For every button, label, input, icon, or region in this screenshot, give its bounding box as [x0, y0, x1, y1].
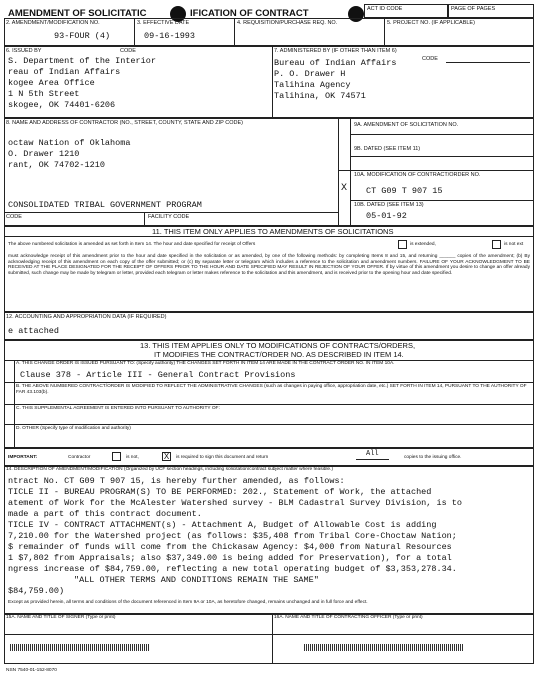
- modification-checkmark: X: [341, 183, 348, 194]
- amend-solicitation-no-label: 9A. AMENDMENT OF SOLICITATION NO.: [354, 122, 459, 128]
- form-title-right: IFICATION OF CONTRACT: [190, 8, 309, 19]
- item-13a-value: Clause 378 - Article III - General Contract Provisions: [20, 370, 296, 380]
- modification-dated-value: 05-01-92: [366, 211, 407, 221]
- is-required-checkbox[interactable]: [162, 452, 171, 461]
- contractor-program: CONSOLIDATED TRIBAL GOVERNMENT PROGRAM: [8, 200, 202, 210]
- is-required-checkmark: X: [163, 452, 170, 461]
- modification-no-label: 10A. MODIFICATION OF CONTRACT/ORDER NO.: [354, 172, 481, 178]
- extended-label: is extended,: [410, 242, 436, 247]
- form-number: NSN 7540-01-152-8070: [6, 668, 57, 673]
- extended-checkbox[interactable]: [398, 240, 407, 249]
- page-box: [448, 4, 534, 18]
- requisition-label: 4. REQUISITION/PURCHASE REQ. NO.: [237, 20, 338, 26]
- is-not-checkbox[interactable]: [112, 452, 121, 461]
- item-11-line1: The above numbered solicitation is amended as set forth in Item 14. The hour and date specified for receipt of Offers: [8, 242, 256, 247]
- facility-code-label: FACILITY CODE: [148, 214, 190, 220]
- amendment-no-value: 93-FOUR (4): [54, 31, 111, 41]
- issued-by-code-label: CODE: [120, 48, 136, 54]
- item-13c-label: C. THIS SUPPLEMENTAL AGREEMENT IS ENTERED INTO PURSUANT TO AUTHORITY OF:: [16, 406, 220, 411]
- modification-no-value: CT G09 T 907 15: [366, 186, 443, 196]
- accounting-data-value: e attached: [8, 326, 60, 336]
- item-13d-label: D. OTHER (Specify type of modification and authority): [16, 426, 131, 431]
- is-required-label: is required to sign this document and return: [176, 455, 269, 460]
- administered-by-code-label: CODE: [422, 56, 438, 62]
- modification-dated-label: 10B. DATED (SEE ITEM 13): [354, 202, 424, 208]
- not-extended-label: is not ext: [504, 242, 524, 247]
- accounting-data-label: 12. ACCOUNTING AND APPROPRIATION DATA (IF REQUIRED): [6, 314, 167, 320]
- item-13-header-1: 13. THIS ITEM APPLIES ONLY TO MODIFICATIONS OF CONTRACTS/ORDERS,: [140, 341, 416, 350]
- amendment-no-label: 2. AMENDMENT/MODIFICATION NO.: [6, 20, 100, 26]
- signature-section: [4, 614, 534, 664]
- officer-name-label: 16A. NAME AND TITLE OF CONTRACTING OFFICER (Type or print): [274, 615, 423, 620]
- important-contractor: Contractor: [68, 455, 91, 460]
- not-extended-checkbox[interactable]: [492, 240, 501, 249]
- project-no-label: 5. PROJECT NO. (IF APPLICABLE): [387, 20, 475, 26]
- contract-id-code-box: [364, 4, 448, 18]
- except-statement: Except as provided herein, all terms and conditions of the document referenced in Item 9A or 10A, as heretofore changed, remains unchanged and in full force and effect.: [8, 600, 368, 605]
- administered-by-label: 7. ADMINISTERED BY (IF OTHER THAN ITEM 6): [274, 48, 397, 54]
- copies-count: All: [356, 449, 389, 460]
- item-13b-label: B. THE ABOVE NUMBERED CONTRACT/ORDER IS MODIFIED TO REFLECT THE ADMINISTRATIVE CHANGES (such as changes in paying office, appropriation date, etc.) SET FORTH IN ITEM 14, PURSUANT TO THE AUTHORITY OF FAR 43.103(b).: [16, 384, 527, 395]
- item-14-label: 14. DESCRIPTION OF AMENDMENT/MODIFICATION (Organized by UCF section headings, including solicitation/contract subject matter where feasible.): [6, 467, 334, 472]
- redacted-signature: [304, 644, 464, 651]
- item-13-header-2: IT MODIFIES THE CONTRACT/ORDER NO. AS DESCRIBED IN ITEM 14.: [154, 350, 404, 359]
- redacted-signature: [10, 644, 150, 651]
- issued-by-label: 6. ISSUED BY: [6, 48, 42, 54]
- contractor-label: 8. NAME AND ADDRESS OF CONTRACTOR (NO., STREET, COUNTY, STATE AND ZIP CODE): [6, 120, 243, 126]
- amend-solicitation-dated-label: 9B. DATED (SEE ITEM 11): [354, 146, 421, 152]
- page-label: PAGE OF PAGES: [451, 6, 496, 12]
- item-13a-label: A. THIS CHANGE ORDER IS ISSUED PURSUANT TO: (Specify authority) THE CHANGES SET FORTH IN ITEM 14 ARE MADE IN THE CONTRACT ORDER NO. IN ITEM 10A.: [16, 361, 395, 366]
- important-label: IMPORTANT:: [8, 455, 38, 460]
- contract-id-code-label: ACT ID CODE: [367, 6, 403, 12]
- signer-name-label: 15A. NAME AND TITLE OF SIGNER (Type or print): [6, 615, 116, 620]
- is-not-label: is not,: [126, 455, 139, 460]
- effective-date-value: 09-16-1993: [144, 31, 196, 41]
- sf30-form: AMENDMENT OF SOLICITATIC IFICATION OF CONTRACT ACT ID CODE PAGE OF PAGES 2. AMENDMENT/MODIFICATION NO. 93-FOUR (4) 3. EFFECTIVE DATE 09-16-1993 4. REQUISITION/PURCHASE REQ. NO. 5. PROJECT NO. (IF APPLICABLE) 6. ISSUED BY CODE S. Department of the Interior reau of Indian Affairs kogee Area Office 1 N 5th Street skogee, OK 74401-6206 7. ADMINISTERED BY (IF OTHER THAN ITEM 6) CODE Bureau of Indian Affairs P. O. Drawer H Talihina Agency Talihina, OK 74571 8. NAME AND ADDRESS OF CONTRACTOR (NO., STREET, COUNTY, STATE AND ZIP CODE) octaw Nation of Oklahoma O. Drawer 1210 rant, OK 74702-1210 CONSOLIDATED TRIBAL GOVERNMENT PROGRAM CODE FACILITY CODE 9A. AMENDMENT OF SOLICITATION NO. 9B. DATED (SEE ITEM 11) X 10A. MODIFICATION OF CONTRACT/ORDER NO. CT G09 T 907 15 10B. DATED (SEE ITEM 13) 05-01-92 11. THIS ITEM ONLY APPLIES TO AMENDMENTS OF SOLICITATIONS The above numbered solicitation is amended as set forth in Item 14. The hour and date specified for receipt of Offers is extended, is not ext must acknowledge receipt of this amendment prior to the hour and date specified in the solicitation or as amended, by one of the following methods: by completing Items 8 and 15, and returning ______ copies of the amendment; (b) By acknowledging receipt of this amendment on each copy of the offer submitted; or (c) By separate letter or telegram which includes a reference to the solicitation and amendment numbers. FAILURE OF YOUR ACKNOWLEDGMENT TO BE RECEIVED AT THE PLACE DESIGNATED FOR THE RECEIPT OF OFFERS PRIOR TO THE HOUR AND DATE SPECIFIED MAY RESULT IN REJECTION OF YOUR OFFER. If by virtue of this amendment you desire to change an offer already submitted, such change may be made by telegram or letter, provided each telegram or letter makes reference to the solicitation and this amendment, and is received prior to the opening hour and date specified. 12. ACCOUNTING AND APPROPRIATION DATA (IF REQUIRED) e attached 13. THIS ITEM APPLIES ONLY TO MODIFICATIONS OF CONTRACTS/ORDERS, IT MODIFIES THE CONTRACT/ORDER NO. AS DESCRIBED IN ITEM 14. A. THIS CHANGE ORDER IS ISSUED PURSUANT TO: (Specify authority) THE CHANGES SET FORTH IN ITEM 14 ARE MADE IN THE CONTRACT ORDER NO. IN ITEM 10A. Clause 378 - Article III - General Contract Provisions B. THE ABOVE NUMBERED CONTRACT/ORDER IS MODIFIED TO REFLECT THE ADMINISTRATIVE CHANGES (such as changes in paying office, appropriation date, etc.) SET FORTH IN ITEM 14, PURSUANT TO THE AUTHORITY OF FAR 43.103(b). C. THIS SUPPLEMENTAL AGREEMENT IS ENTERED INTO PURSUANT TO AUTHORITY OF: D. OTHER (Specify type of modification and authority) IMPORTANT: Contractor is not, X is required to sign this document and return All copies to the issuing office. 14. DESCRIPTION OF AMENDMENT/MODIFICATION (Organized by UCF section headings, including solicitation/contract subject matter where feasible.) ntract No. CT G09 T 907 15, is hereby further amended, as follows: TICLE II - BUREAU PROGRAM(S) TO BE PERFORMED: 202., Statement of Work, the attached atement of Work for the McAlester Watershed survey - BLM Cadastral Survey Division, is to made a part of this contract document. TICLE IV - CONTRACT ATTACHMENT(s) - Attachment A, Budget of Allowable Cost is adding 7,210.00 for the Watershed project (as follows: $35,408 from Tribal Core-Choctaw Nation; $ remainder of funds will come from the Chickasaw Agency: $4,000 from Natural Resources 1 $7,802 from Appraisals; also $37,349.00 is being added for Preservation), for a total ngress increase of $84,759.00, reflecting a new total operating budget of $3,353,278.34. $84,759.00) "ALL OTHER TERMS AND CONDITIONS REMAIN THE SAME" Except as provided herein, all terms and conditions of the document referenced in Item 9A or 10A, as heretofore changed, remains unchanged and in full force and effect. 15A. NAME AND TITLE OF SIGNER (Type or print) 16A. NAME AND TITLE OF CONTRACTING OFFICER (Type or print) NSN 7540-01-152-8070: [4, 4, 534, 678]
- copies-suffix: copies to the issuing office.: [404, 455, 462, 460]
- item-11-header: 11. THIS ITEM ONLY APPLIES TO AMENDMENTS OF SOLICITATIONS: [152, 227, 394, 236]
- item-11-instructions: must acknowledge receipt of this amendment prior to the hour and date specified in the solicitation or as amended, by one of the following methods: by completing Items 8 and 15, and returning ______ copies of the amendment; (b) By acknowledging receipt of this amendment on each copy of the offer submitted; or (c) By separate letter or telegram which includes a reference to the solicitation and amendment numbers. FAILURE OF YOUR ACKNOWLEDGMENT TO BE RECEIVED AT THE PLACE DESIGNATED FOR THE RECEIPT OF OFFERS PRIOR TO THE HOUR AND DATE SPECIFIED MAY RESULT IN REJECTION OF YOUR OFFER. If by virtue of this amendment you desire to change an offer already submitted, such change may be made by telegram or letter, provided each telegram or letter makes reference to the solicitation and this amendment, and is received prior to the opening hour and date specified.: [8, 254, 530, 276]
- effective-date-label: 3. EFFECTIVE DATE: [137, 20, 190, 26]
- closing-statement: "ALL OTHER TERMS AND CONDITIONS REMAIN THE SAME": [74, 575, 319, 585]
- contractor-code-label: CODE: [6, 214, 22, 220]
- form-title-left: AMENDMENT OF SOLICITATIC: [8, 8, 147, 19]
